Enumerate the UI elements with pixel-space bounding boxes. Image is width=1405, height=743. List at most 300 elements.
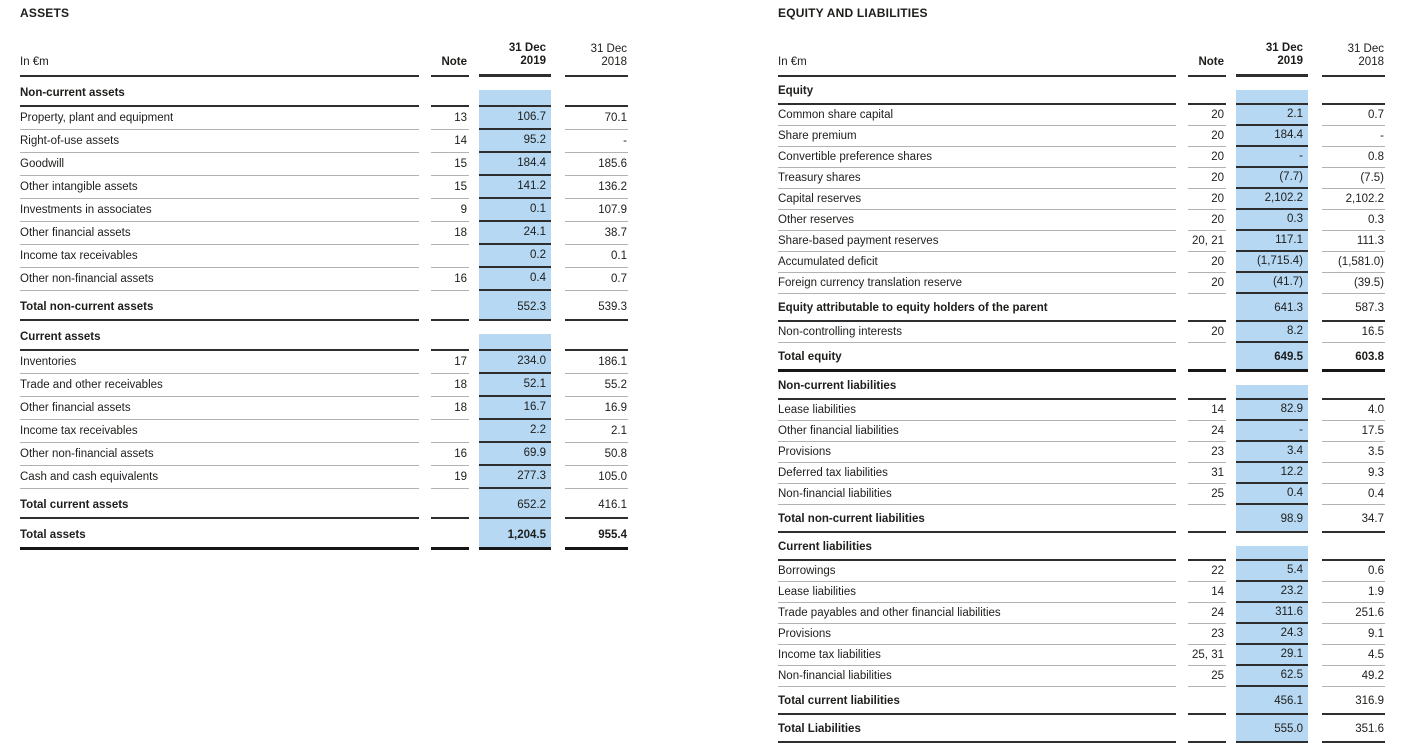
value-2019-cell: 311.6 bbox=[1236, 603, 1308, 624]
table-row bbox=[778, 273, 1385, 294]
row-label: Total non-current assets bbox=[20, 291, 419, 321]
row-label: Inventories bbox=[20, 352, 419, 374]
note-cell: 15 bbox=[431, 177, 469, 199]
column-gutter bbox=[1308, 553, 1322, 561]
row-label: Total equity bbox=[778, 343, 1176, 372]
column-gutter bbox=[1226, 665, 1236, 666]
note-cell: 25 bbox=[1188, 667, 1226, 687]
value-2019-cell: 649.5 bbox=[1236, 343, 1308, 372]
column-gutter bbox=[1226, 525, 1236, 533]
column-gutter bbox=[551, 244, 565, 245]
column-gutter bbox=[1176, 581, 1188, 582]
value-2019-cell: 106.7 bbox=[479, 107, 551, 130]
note-cell: 23 bbox=[1188, 443, 1226, 463]
value-2019-cell: 52.1 bbox=[479, 374, 551, 397]
column-gutter bbox=[551, 152, 565, 153]
value-2019-cell: (41.7) bbox=[1236, 273, 1308, 294]
value-2019-cell: 24.3 bbox=[1236, 624, 1308, 645]
column-gutter bbox=[419, 198, 431, 199]
value-2019-cell: 3.4 bbox=[1236, 442, 1308, 463]
column-gutter bbox=[419, 129, 431, 130]
column-gutter bbox=[469, 290, 479, 291]
value-2018-cell: 9.3 bbox=[1322, 464, 1385, 484]
note-cell bbox=[1188, 385, 1226, 400]
value-2018-cell: 136.2 bbox=[565, 177, 628, 199]
equity-liabilities-title: EQUITY AND LIABILITIES bbox=[778, 6, 928, 20]
note-cell: 25, 31 bbox=[1188, 646, 1226, 666]
column-gutter bbox=[1308, 251, 1322, 252]
value-2019-cell: 29.1 bbox=[1236, 645, 1308, 666]
note-cell: 18 bbox=[431, 398, 469, 420]
value-2018-cell: (39.5) bbox=[1322, 274, 1385, 294]
assets-title: ASSETS bbox=[20, 6, 70, 20]
column-gutter bbox=[1308, 504, 1322, 505]
value-2018-cell: 0.7 bbox=[1322, 106, 1385, 126]
row-label: Cash and cash equivalents bbox=[20, 467, 419, 489]
column-gutter bbox=[1308, 623, 1322, 624]
value-2019-cell: 141.2 bbox=[479, 176, 551, 199]
column-gutter bbox=[1308, 209, 1322, 210]
column-gutter bbox=[469, 488, 479, 489]
table-row bbox=[778, 603, 1385, 624]
value-2019-cell bbox=[479, 334, 551, 351]
row-label: Total current liabilities bbox=[778, 687, 1176, 715]
column-gutter bbox=[551, 373, 565, 374]
row-label: Equity bbox=[778, 77, 1176, 105]
note-cell: 9 bbox=[431, 200, 469, 222]
table-row bbox=[778, 666, 1385, 687]
value-2019-cell: 552.3 bbox=[479, 291, 551, 321]
column-gutter bbox=[1176, 364, 1188, 372]
row-label: Investments in associates bbox=[20, 200, 419, 222]
assets-panel bbox=[20, 6, 628, 550]
note-cell: 20 bbox=[1188, 211, 1226, 231]
column-gutter bbox=[1226, 188, 1236, 189]
note-cell: 20 bbox=[1188, 253, 1226, 273]
row-label: Other non-financial assets bbox=[20, 444, 419, 466]
table-row bbox=[20, 130, 628, 153]
table-row bbox=[778, 687, 1385, 715]
note-cell bbox=[1188, 728, 1226, 743]
table-row bbox=[20, 351, 628, 374]
column-gutter bbox=[1176, 392, 1188, 400]
value-2018-cell: 2,102.2 bbox=[1322, 190, 1385, 210]
table-row bbox=[778, 105, 1385, 126]
note-cell bbox=[1188, 546, 1226, 561]
column-gutter bbox=[1308, 483, 1322, 484]
column-gutter bbox=[1176, 462, 1188, 463]
value-2019-cell: 641.3 bbox=[1236, 294, 1308, 322]
equity-liabilities-table bbox=[778, 77, 1385, 743]
row-label: Other intangible assets bbox=[20, 177, 419, 199]
row-label: Other non-financial assets bbox=[20, 269, 419, 291]
column-gutter bbox=[1226, 504, 1236, 505]
note-cell: 20 bbox=[1188, 106, 1226, 126]
column-gutter bbox=[419, 175, 431, 176]
value-2019-cell: 98.9 bbox=[1236, 505, 1308, 533]
value-2018-cell: 539.3 bbox=[565, 291, 628, 321]
table-row bbox=[20, 443, 628, 466]
column-gutter bbox=[551, 549, 565, 550]
value-2018-cell: 2.1 bbox=[565, 421, 628, 443]
row-label: Income tax liabilities bbox=[778, 646, 1176, 666]
value-2018-cell: 0.3 bbox=[1322, 211, 1385, 231]
table-row bbox=[778, 463, 1385, 484]
column-gutter bbox=[469, 442, 479, 443]
column-gutter bbox=[1176, 644, 1188, 645]
column-gutter bbox=[1226, 364, 1236, 372]
row-label: Non-financial liabilities bbox=[778, 667, 1176, 687]
row-label: Convertible preference shares bbox=[778, 148, 1176, 168]
table-row bbox=[778, 715, 1385, 743]
note-cell: 20 bbox=[1188, 190, 1226, 210]
column-gutter bbox=[551, 488, 565, 489]
column-gutter bbox=[1308, 462, 1322, 463]
column-gutter bbox=[1308, 364, 1322, 372]
equity-liabilities-header-row bbox=[778, 38, 1385, 77]
column-gutter bbox=[1226, 167, 1236, 168]
column-gutter bbox=[1226, 420, 1236, 421]
column-gutter bbox=[551, 290, 565, 291]
value-2018-cell: 70.1 bbox=[565, 108, 628, 130]
column-gutter bbox=[469, 549, 479, 550]
column-gutter bbox=[1176, 707, 1188, 715]
value-2019-cell: 456.1 bbox=[1236, 687, 1308, 715]
table-row bbox=[20, 466, 628, 489]
column-gutter bbox=[551, 76, 565, 77]
note-cell bbox=[431, 259, 469, 268]
column-gutter bbox=[1226, 314, 1236, 322]
value-2019-cell: 2,102.2 bbox=[1236, 189, 1308, 210]
column-gutter bbox=[469, 373, 479, 374]
table-row bbox=[778, 252, 1385, 273]
value-2018-cell: 9.1 bbox=[1322, 625, 1385, 645]
table-row bbox=[778, 168, 1385, 189]
table-row bbox=[20, 176, 628, 199]
note-cell bbox=[431, 434, 469, 443]
value-2019-cell: (1,715.4) bbox=[1236, 252, 1308, 273]
value-2018-cell: (7.5) bbox=[1322, 169, 1385, 189]
value-2018-cell: 49.2 bbox=[1322, 667, 1385, 687]
table-row bbox=[778, 322, 1385, 343]
column-gutter bbox=[1176, 272, 1188, 273]
column-gutter bbox=[1226, 441, 1236, 442]
column-gutter bbox=[1226, 146, 1236, 147]
column-header-2018: 31 Dec 2018 bbox=[565, 39, 628, 77]
row-label: Current liabilities bbox=[778, 533, 1176, 561]
row-label: Deferred tax liabilities bbox=[778, 464, 1176, 484]
value-2018-cell: 0.6 bbox=[1322, 562, 1385, 582]
value-2018-cell: 0.8 bbox=[1322, 148, 1385, 168]
note-cell bbox=[1188, 518, 1226, 533]
note-cell: 20 bbox=[1188, 323, 1226, 343]
note-cell bbox=[431, 334, 469, 351]
row-label: Provisions bbox=[778, 625, 1176, 645]
note-cell: 23 bbox=[1188, 625, 1226, 645]
row-label: Trade payables and other financial liabilities bbox=[778, 604, 1176, 624]
note-cell: 22 bbox=[1188, 562, 1226, 582]
column-gutter bbox=[1176, 665, 1188, 666]
column-gutter bbox=[1176, 188, 1188, 189]
column-gutter bbox=[551, 419, 565, 420]
row-label: Treasury shares bbox=[778, 169, 1176, 189]
column-gutter bbox=[551, 175, 565, 176]
table-row bbox=[778, 484, 1385, 505]
row-label: Total non-current liabilities bbox=[778, 505, 1176, 533]
column-gutter bbox=[419, 373, 431, 374]
value-2019-cell bbox=[1236, 546, 1308, 561]
value-2018-cell: 55.2 bbox=[565, 375, 628, 397]
column-gutter bbox=[419, 518, 431, 519]
row-label: Total assets bbox=[20, 519, 419, 550]
column-gutter bbox=[1226, 623, 1236, 624]
row-label: Right-of-use assets bbox=[20, 131, 419, 153]
table-row bbox=[778, 505, 1385, 533]
note-cell: 20 bbox=[1188, 148, 1226, 168]
note-cell: 20 bbox=[1188, 169, 1226, 189]
value-2019-cell: 277.3 bbox=[479, 466, 551, 489]
note-cell: 15 bbox=[431, 154, 469, 176]
column-gutter bbox=[1226, 272, 1236, 273]
column-gutter bbox=[419, 419, 431, 420]
column-gutter bbox=[1308, 167, 1322, 168]
column-gutter bbox=[1176, 441, 1188, 442]
value-2019-cell: 16.7 bbox=[479, 397, 551, 420]
value-2018-cell: 186.1 bbox=[565, 352, 628, 374]
note-cell: 16 bbox=[431, 444, 469, 466]
column-gutter bbox=[469, 396, 479, 397]
column-gutter bbox=[1308, 97, 1322, 105]
column-gutter bbox=[469, 465, 479, 466]
column-gutter bbox=[1308, 342, 1322, 343]
column-gutter bbox=[469, 244, 479, 245]
column-gutter bbox=[1226, 462, 1236, 463]
column-gutter bbox=[1308, 293, 1322, 294]
note-cell: 24 bbox=[1188, 604, 1226, 624]
assets-table bbox=[20, 77, 628, 550]
note-cell: 20 bbox=[1188, 127, 1226, 147]
note-cell bbox=[431, 304, 469, 321]
value-2019-cell: 555.0 bbox=[1236, 715, 1308, 743]
column-gutter bbox=[1226, 735, 1236, 743]
row-label: Provisions bbox=[778, 443, 1176, 463]
note-cell bbox=[1188, 356, 1226, 372]
row-label: Capital reserves bbox=[778, 190, 1176, 210]
table-row bbox=[778, 400, 1385, 421]
note-cell bbox=[1188, 700, 1226, 715]
column-gutter bbox=[1308, 420, 1322, 421]
row-label: Non-current assets bbox=[20, 77, 419, 107]
note-cell: 17 bbox=[431, 352, 469, 374]
column-gutter bbox=[469, 76, 479, 77]
value-2018-cell: 105.0 bbox=[565, 467, 628, 489]
column-gutter bbox=[419, 106, 431, 107]
value-2019-cell: 184.4 bbox=[1236, 126, 1308, 147]
column-gutter bbox=[1176, 125, 1188, 126]
column-gutter bbox=[1176, 420, 1188, 421]
column-gutter bbox=[419, 465, 431, 466]
table-row bbox=[778, 442, 1385, 463]
column-gutter bbox=[1176, 602, 1188, 603]
row-label: Share-based payment reserves bbox=[778, 232, 1176, 252]
note-column-header: Note bbox=[431, 52, 469, 77]
column-gutter bbox=[1226, 602, 1236, 603]
value-2018-cell: 351.6 bbox=[1322, 715, 1385, 743]
column-header-2019: 31 Dec 2019 bbox=[1236, 38, 1308, 77]
column-gutter bbox=[551, 396, 565, 397]
column-gutter bbox=[1176, 209, 1188, 210]
column-gutter bbox=[551, 442, 565, 443]
table-row bbox=[20, 291, 628, 321]
value-2018-cell bbox=[1322, 385, 1385, 400]
column-gutter bbox=[551, 350, 565, 351]
value-2018-cell: 0.4 bbox=[1322, 485, 1385, 505]
column-gutter bbox=[1308, 735, 1322, 743]
value-2019-cell bbox=[1236, 90, 1308, 105]
column-gutter bbox=[469, 175, 479, 176]
equity-liabilities-panel bbox=[778, 6, 1385, 743]
row-label: Goodwill bbox=[20, 154, 419, 176]
row-label: Share premium bbox=[778, 127, 1176, 147]
value-2018-cell bbox=[565, 90, 628, 107]
row-label: Other financial assets bbox=[20, 398, 419, 420]
column-gutter bbox=[419, 290, 431, 291]
table-row bbox=[778, 561, 1385, 582]
row-label: Non-current liabilities bbox=[778, 372, 1176, 400]
column-gutter bbox=[1176, 167, 1188, 168]
value-2018-cell: (1,581.0) bbox=[1322, 253, 1385, 273]
value-2019-cell bbox=[1236, 385, 1308, 400]
column-header-2018: 31 Dec 2018 bbox=[1322, 39, 1385, 77]
column-gutter bbox=[1176, 314, 1188, 322]
column-gutter bbox=[1308, 76, 1322, 77]
value-2018-cell: 603.8 bbox=[1322, 343, 1385, 372]
note-cell: 31 bbox=[1188, 464, 1226, 484]
table-row bbox=[778, 77, 1385, 105]
table-row bbox=[778, 231, 1385, 252]
column-gutter bbox=[1308, 272, 1322, 273]
value-2019-cell: 82.9 bbox=[1236, 400, 1308, 421]
unit-label: In €m bbox=[20, 52, 419, 77]
column-gutter bbox=[551, 106, 565, 107]
note-cell: 14 bbox=[1188, 583, 1226, 603]
column-gutter bbox=[419, 221, 431, 222]
table-row bbox=[778, 624, 1385, 645]
column-gutter bbox=[1308, 441, 1322, 442]
table-row bbox=[20, 519, 628, 550]
value-2018-cell: 0.1 bbox=[565, 246, 628, 268]
value-2019-cell: - bbox=[1236, 421, 1308, 442]
table-row bbox=[20, 397, 628, 420]
column-gutter bbox=[551, 129, 565, 130]
row-label: Other reserves bbox=[778, 211, 1176, 231]
column-gutter bbox=[419, 244, 431, 245]
value-2018-cell bbox=[1322, 90, 1385, 105]
value-2018-cell: - bbox=[565, 131, 628, 153]
value-2018-cell: 38.7 bbox=[565, 223, 628, 245]
table-row bbox=[20, 222, 628, 245]
value-2018-cell: 34.7 bbox=[1322, 505, 1385, 533]
value-2018-cell: 316.9 bbox=[1322, 687, 1385, 715]
column-gutter bbox=[1308, 230, 1322, 231]
column-gutter bbox=[1308, 707, 1322, 715]
column-gutter bbox=[1308, 146, 1322, 147]
row-label: Equity attributable to equity holders of the parent bbox=[778, 294, 1176, 322]
value-2019-cell: - bbox=[1236, 147, 1308, 168]
table-row bbox=[778, 645, 1385, 666]
value-2018-cell: 251.6 bbox=[1322, 604, 1385, 624]
column-gutter bbox=[1308, 602, 1322, 603]
value-2019-cell: 184.4 bbox=[479, 153, 551, 176]
column-gutter bbox=[551, 267, 565, 268]
note-cell: 14 bbox=[1188, 401, 1226, 421]
column-gutter bbox=[551, 320, 565, 321]
value-2018-cell: 1.9 bbox=[1322, 583, 1385, 603]
note-cell: 14 bbox=[431, 131, 469, 153]
column-gutter bbox=[1176, 623, 1188, 624]
column-gutter bbox=[1308, 686, 1322, 687]
note-cell bbox=[431, 502, 469, 519]
value-2019-cell: 0.1 bbox=[479, 199, 551, 222]
column-gutter bbox=[1308, 525, 1322, 533]
column-gutter bbox=[1226, 644, 1236, 645]
column-gutter bbox=[1226, 125, 1236, 126]
row-label: Lease liabilities bbox=[778, 401, 1176, 421]
value-2018-cell bbox=[565, 334, 628, 351]
row-label: Income tax receivables bbox=[20, 246, 419, 268]
column-gutter bbox=[1176, 230, 1188, 231]
column-gutter bbox=[419, 488, 431, 489]
column-gutter bbox=[1308, 188, 1322, 189]
column-header-2019: 31 Dec 2019 bbox=[479, 38, 551, 77]
note-column-header: Note bbox=[1188, 52, 1226, 77]
row-label: Total Liabilities bbox=[778, 715, 1176, 743]
column-gutter bbox=[1176, 686, 1188, 687]
table-row bbox=[20, 245, 628, 268]
note-cell: 18 bbox=[431, 375, 469, 397]
column-gutter bbox=[469, 267, 479, 268]
column-gutter bbox=[1176, 97, 1188, 105]
table-row bbox=[778, 582, 1385, 603]
table-row bbox=[778, 294, 1385, 322]
column-gutter bbox=[1226, 483, 1236, 484]
value-2019-cell: 23.2 bbox=[1236, 582, 1308, 603]
table-row bbox=[778, 372, 1385, 400]
table-row bbox=[20, 153, 628, 176]
table-row bbox=[778, 533, 1385, 561]
value-2018-cell: 50.8 bbox=[565, 444, 628, 466]
column-gutter bbox=[1226, 553, 1236, 561]
value-2019-cell: 8.2 bbox=[1236, 322, 1308, 343]
value-2018-cell: 16.9 bbox=[565, 398, 628, 420]
row-label: Borrowings bbox=[778, 562, 1176, 582]
row-label: Accumulated deficit bbox=[778, 253, 1176, 273]
unit-label: In €m bbox=[778, 52, 1176, 77]
column-gutter bbox=[469, 198, 479, 199]
column-gutter bbox=[1176, 342, 1188, 343]
note-cell bbox=[1188, 90, 1226, 105]
column-gutter bbox=[419, 549, 431, 550]
note-cell bbox=[431, 532, 469, 550]
table-row bbox=[20, 374, 628, 397]
value-2019-cell: 12.2 bbox=[1236, 463, 1308, 484]
value-2019-cell bbox=[479, 90, 551, 107]
column-gutter bbox=[1176, 251, 1188, 252]
table-row bbox=[20, 420, 628, 443]
column-gutter bbox=[419, 76, 431, 77]
column-gutter bbox=[1176, 146, 1188, 147]
column-gutter bbox=[469, 152, 479, 153]
